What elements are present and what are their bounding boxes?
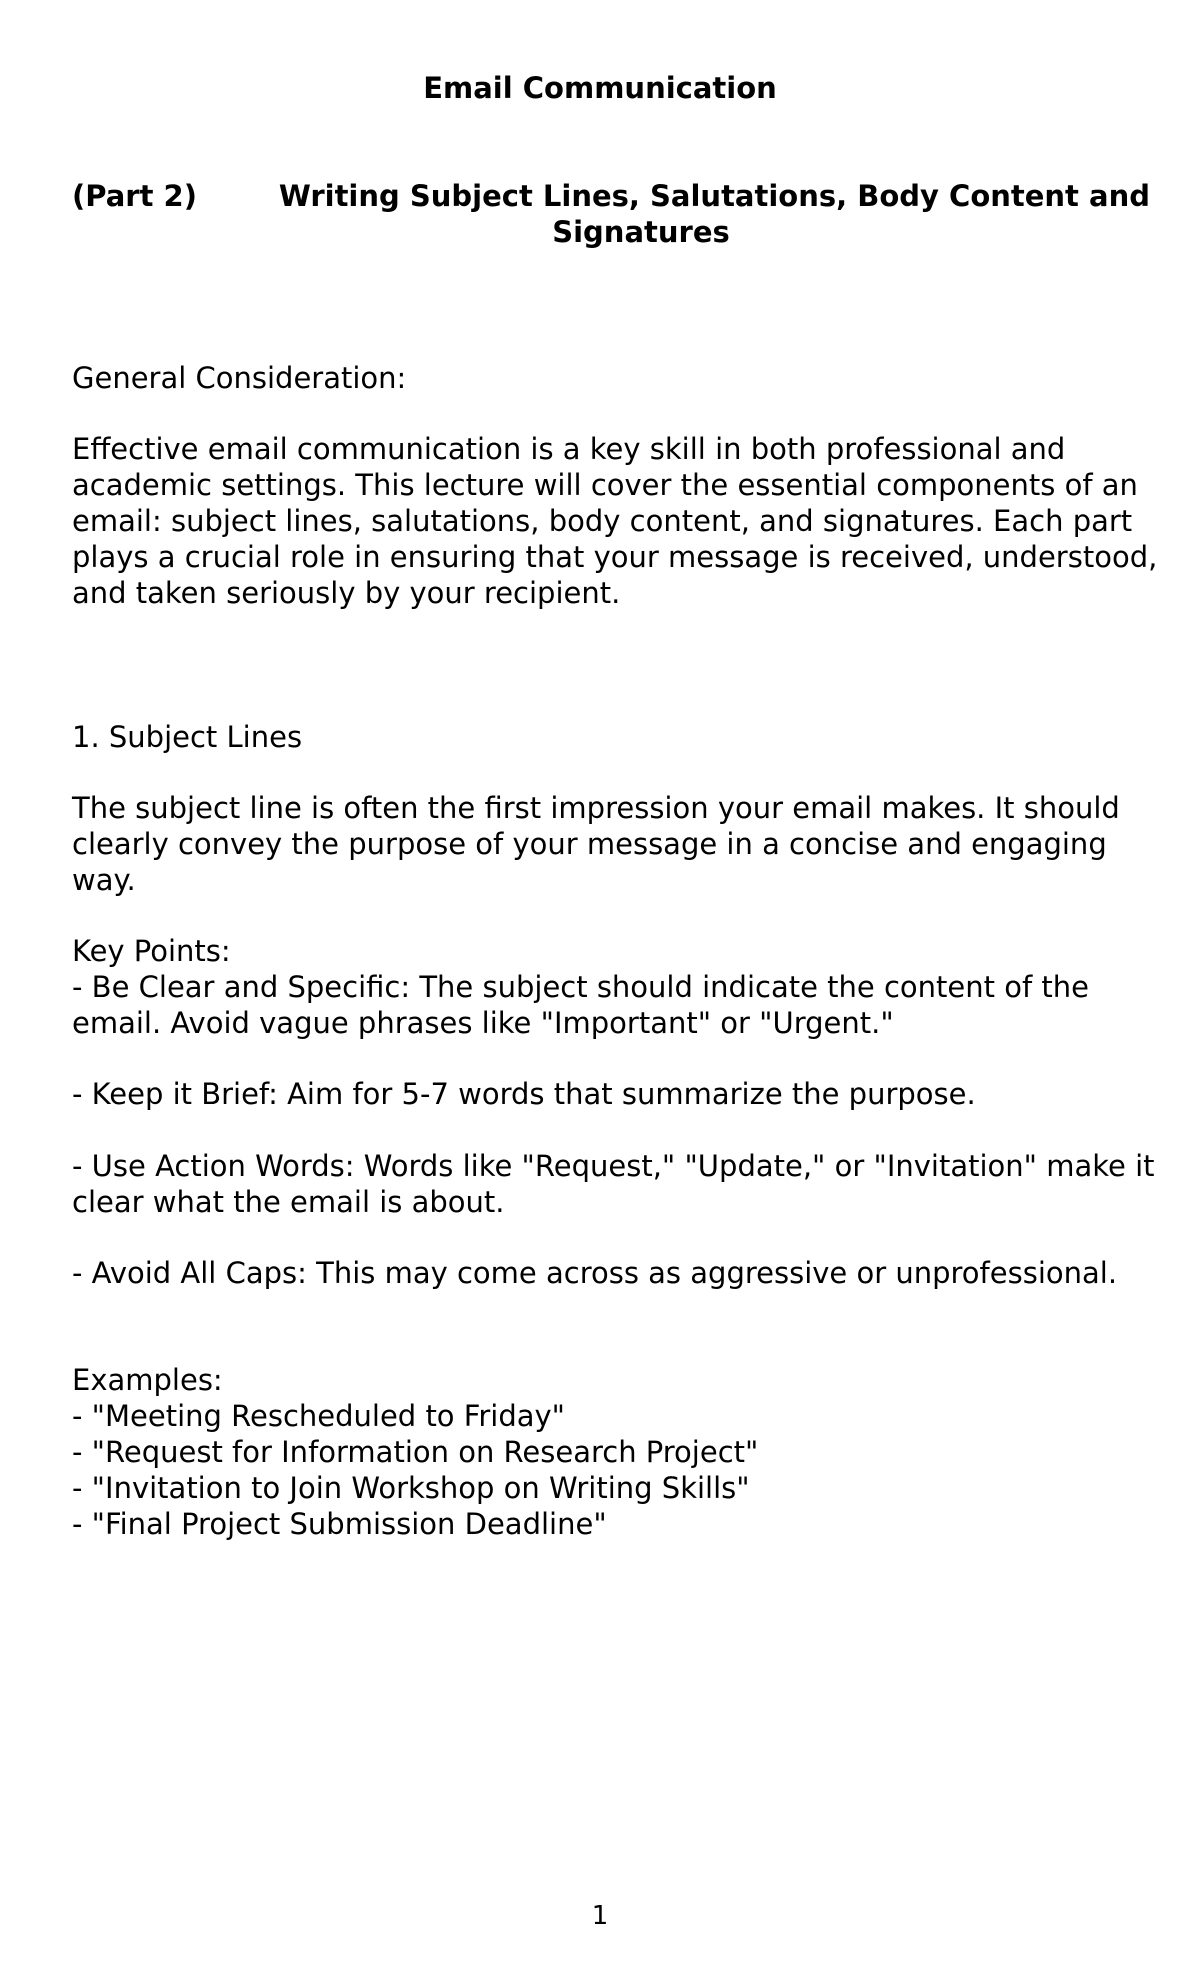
key-point-item: - Keep it Brief: Aim for 5-7 words that summarize the purpose. [72,1077,976,1111]
key-point-item: - Use Action Words: Words like "Request," "Update," or "Invitation" make it clear what the email is about. [72,1149,1155,1219]
examples-list [72,1398,1162,1542]
page-number: 1 [591,1901,609,1931]
section-heading-subject-lines: 1. Subject Lines [72,720,303,754]
key-point-item: - Be Clear and Specific: The subject should indicate the content of the email. Avoid vague phrases like "Important" or "Urgent." [72,970,1089,1040]
example-item: - "Meeting Rescheduled to Friday" [72,1399,565,1433]
subtitle-text-line-1: Writing Subject Lines, Salutations, Body Content and [278,179,1150,213]
document-title: Email Communication [423,71,777,105]
subtitle-line-1 [72,178,1150,214]
document-subtitle [72,178,1150,250]
subtitle-line-2: Signatures [552,215,730,249]
key-points-heading: Key Points: [72,934,231,968]
example-item: - "Invitation to Join Workshop on Writing Skills" [72,1471,750,1505]
key-point-item: - Avoid All Caps: This may come across as aggressive or unprofessional. [72,1256,1118,1290]
examples-heading: Examples: [72,1363,223,1397]
subject-lines-paragraph: The subject line is often the first impression your email makes. It should clearly convey the purpose of your message in a concise and engaging way. [72,791,1120,897]
example-item: - "Request for Information on Research Project" [72,1435,759,1469]
intro-paragraph: Effective email communication is a key skill in both professional and academic settings. This lecture will cover the essential components of an email: subject lines, salutations, body content, and signatures. Each part plays a crucial role in ensuring that your message is received, understood, and taken seriously by your recipient. [72,432,1158,610]
part-label: (Part 2) [72,179,197,213]
example-item: - "Final Project Submission Deadline" [72,1507,607,1541]
general-consideration-heading: General Consideration: [72,361,407,395]
